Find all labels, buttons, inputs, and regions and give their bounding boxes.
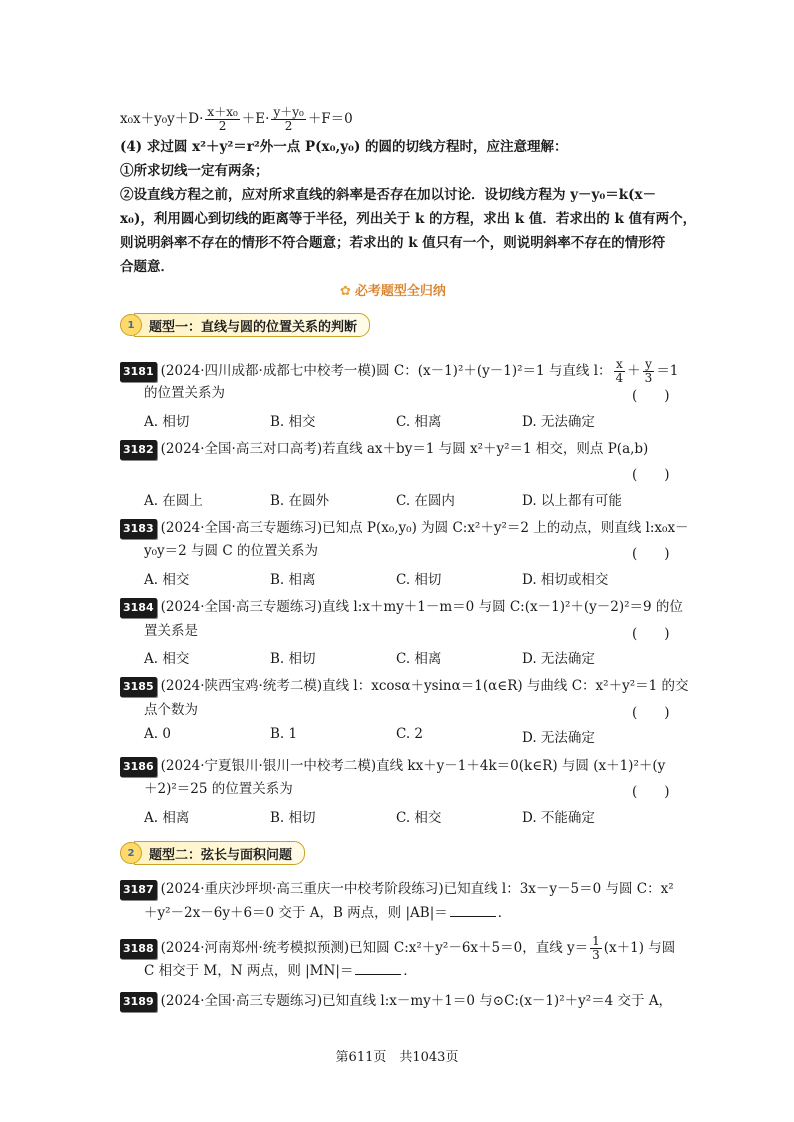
question-text [144,904,511,922]
question-text: 点个数为 [144,702,198,718]
question-3184 [120,598,683,618]
question-text: ＋2)²＝25 的位置关系为 [144,781,293,797]
question-text: y₀y＝2 与圆 C 的位置关系为 [144,543,318,559]
fraction-denominator: 4 [615,371,624,385]
option-a: A. 相切 [144,414,190,430]
fraction-numerator: y [645,357,652,371]
option-a: A. 相离 [144,810,190,826]
formula-line [120,106,353,133]
question-number: 3185 [120,677,157,697]
section-title [340,280,446,299]
answer-paren: ( ) [632,546,670,562]
option-b: B. 相离 [270,572,316,588]
question-number: 3184 [120,598,157,618]
question-text: (x＋1) 与圆 [603,940,676,956]
question-3181 [120,358,678,385]
intro-point-4-2-cont: 合题意． [120,259,174,275]
option-d: D. 相切或相交 [522,572,609,588]
question-3185 [120,677,689,697]
type-heading-1 [120,312,370,338]
question-text: (2024·河南郑州·统考模拟预测)已知圆 C:x²＋y²－6x＋5＝0，直线 y＝ [160,940,589,956]
option-d: D. 以上都有可能 [522,493,622,509]
fraction-denominator: 2 [218,119,227,133]
question-text: (2024·全国·高三专题练习)已知点 P(x₀,y₀) 为圆 C:x²＋y²＝2 上的动点，则直线 l:x₀x－ [160,520,689,536]
option-c: C. 相离 [396,651,442,667]
question-number: 3187 [120,880,157,900]
question-text: (2024·全国·高三专题练习)已知直线 l:x－my＋1＝0 与⊙C:(x－1)²＋y²＝4 交于 A， [160,993,673,1009]
option-b: B. 在圆外 [270,493,330,509]
option-c: C. 相离 [396,414,442,430]
options-row [144,647,648,667]
answer-paren: ( ) [632,388,670,404]
answer-paren: ( ) [632,467,670,483]
intro-point-4-2-cont: x₀)，利用圆心到切线的距离等于半径，列出关于 k 的方程，求出 k 值．若求出的 k 值有两个， [120,211,697,227]
fraction-denominator: 3 [644,371,653,385]
question-text: 置关系是 [144,623,198,639]
question-3182 [120,440,648,460]
question-text: (2024·宁夏银川·银川一中校考二模)直线 kx＋y－1＋4k＝0(k∈R) 与圆 (x＋1)²＋(y [160,758,666,774]
fraction-numerator: 1 [592,934,600,948]
fraction-numerator: x＋x₀ [207,105,238,119]
question-3187 [120,880,674,900]
question-text: (2024·重庆沙坪坝·高三重庆一中校考阶段练习)已知直线 l：3x－y－5＝0 与圆 C：x² [160,881,674,897]
options-row [144,806,648,826]
question-number: 3183 [120,519,157,539]
type-heading-2 [120,840,305,866]
question-text: ． [497,905,512,921]
option-b: B. 1 [270,726,298,742]
fraction-numerator: x [615,357,623,371]
fraction-numerator: y＋y₀ [273,105,304,119]
question-text: ＝1 [656,363,679,379]
answer-paren: ( ) [632,784,670,800]
options-row [144,726,648,746]
option-c: C. 相切 [396,572,442,588]
answer-paren: ( ) [632,705,670,721]
options-row [144,568,648,588]
options-row [144,489,648,509]
option-a: A. 相交 [144,572,190,588]
fraction-denominator: 3 [592,948,600,962]
option-d: D. 无法确定 [522,730,595,746]
question-3186 [120,757,665,777]
number-badge-icon: 1 [120,314,142,336]
option-c: C. 相交 [396,810,442,826]
type-heading-label: 题型二：弦长与面积问题 [134,841,305,865]
fraction [590,935,602,962]
answer-blank [450,904,496,917]
question-number: 3181 [120,362,157,382]
formula-part: x₀x＋y₀y＋D· [120,111,204,127]
question-number: 3182 [120,440,157,460]
question-number: 3188 [120,939,157,959]
intro-point-4-2-cont: 则说明斜率不存在的情形不符合题意；若求出的 k 值只有一个，则说明斜率不存在的情形符 [120,235,666,251]
question-text: (2024·全国·高三对口高考)若直线 ax＋by＝1 与圆 x²＋y²＝1 相交，则点 P(a,b) [160,441,649,457]
answer-blank [355,962,401,975]
intro-point-4-1: ①所求切线一定有两条； [120,163,269,179]
fraction [205,106,239,133]
fraction-denominator: 2 [284,119,293,133]
question-text: 的位置关系为 [144,385,225,401]
question-text: ＋y²－2x－6y＋6＝0 交于 A，B 两点，则 |AB|＝ [144,905,448,921]
page-footer: 第611页 共1043页 [335,1050,459,1065]
formula-part: ＋E· [241,111,270,127]
question-text: (2024·全国·高三专题练习)直线 l:x＋my＋1－m＝0 与圆 C:(x－1)²＋(y－2)²＝9 的位 [160,599,683,615]
type-heading-label: 题型一：直线与圆的位置关系的判断 [134,313,370,337]
option-d: D. 不能确定 [522,810,595,826]
question-text [144,962,417,980]
number-badge-icon: 2 [120,842,142,864]
intro-point-4: (4) 求过圆 x²＋y²＝r²外一点 P(x₀,y₀) 的圆的切线方程时，应注意理解： [120,139,568,155]
answer-paren: ( ) [632,626,670,642]
fraction [271,106,305,133]
question-text: (2024·四川成都·成都七中校考一模)圆 C：(x－1)²＋(y－1)²＝1 与直线 l： [160,363,612,379]
option-c: C. 2 [396,726,424,742]
option-a: A. 0 [144,726,171,742]
question-number: 3189 [120,992,157,1012]
question-text: (2024·陕西宝鸡·统考二模)直线 l：xcosα＋ysinα＝1(α∈R) 与曲线 C：x²＋y²＝1 的交 [160,678,689,694]
fraction [643,358,655,385]
option-b: B. 相切 [270,651,316,667]
option-d: D. 无法确定 [522,651,595,667]
question-3183 [120,519,689,539]
option-b: B. 相交 [270,414,316,430]
section-title-text: 必考题型全归纳 [354,284,446,299]
option-a: A. 相交 [144,651,190,667]
leaf-icon: ✿ [340,284,351,299]
option-a: A. 在圆上 [144,493,203,509]
intro-point-4-2: ②设直线方程之前，应对所求直线的斜率是否存在加以讨论．设切线方程为 y－y₀＝k(x－ [120,187,657,203]
question-3189 [120,992,672,1012]
question-text: ＋ [627,363,641,379]
question-3188 [120,935,675,962]
option-c: C. 在圆内 [396,493,455,509]
formula-part: ＋F＝0 [307,111,353,127]
option-b: B. 相切 [270,810,316,826]
question-text: C 相交于 M，N 两点，则 |MN|＝ [144,963,354,979]
question-text: ． [403,963,417,979]
option-d: D. 无法确定 [522,414,595,430]
fraction [614,358,626,385]
question-number: 3186 [120,757,157,777]
options-row [144,410,648,430]
